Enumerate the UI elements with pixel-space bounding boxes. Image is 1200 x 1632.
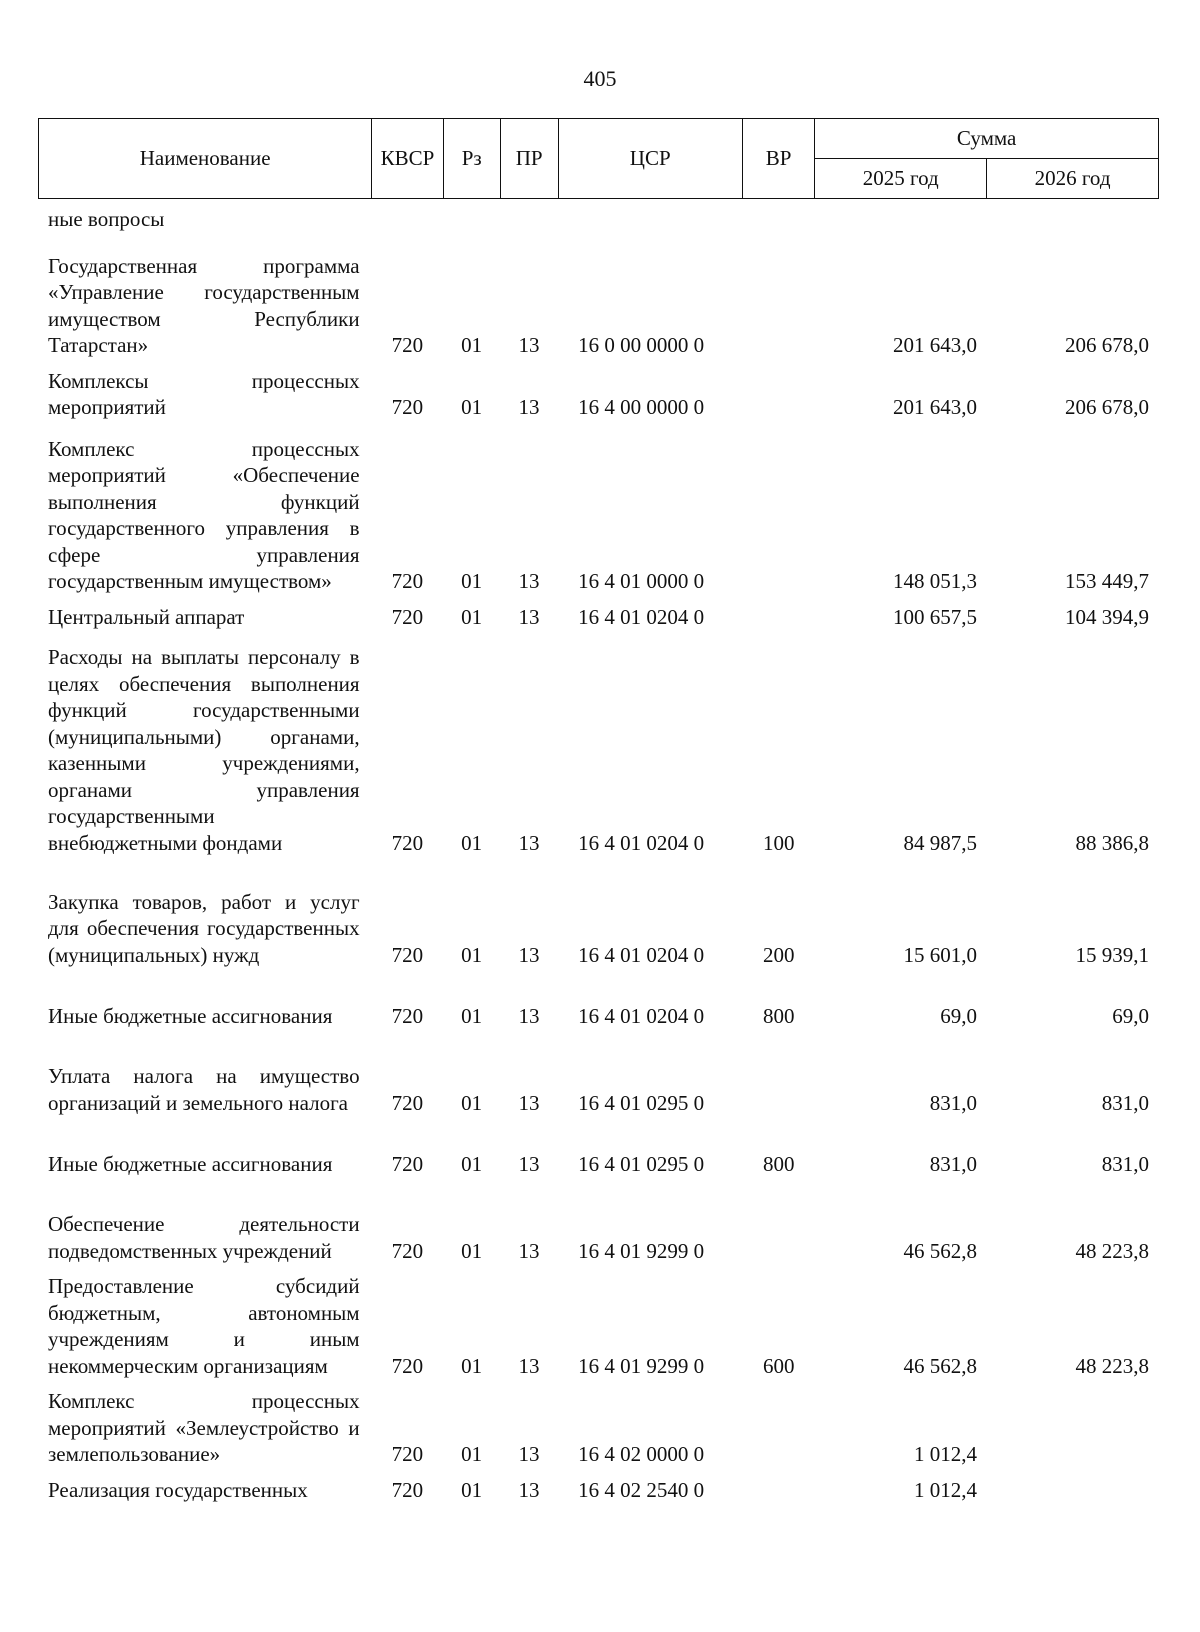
row-pr: 13 [518, 1477, 540, 1502]
row-amount-2026: 48 223,8 [1075, 1238, 1149, 1263]
row-amount-2025: 148 051,3 [892, 569, 977, 593]
row-amount-2026: 104 394,9 [1065, 604, 1149, 629]
row-pr: 13 [518, 333, 540, 357]
row-amount-2026: 831,0 [1101, 1090, 1149, 1115]
row-csr: 16 4 02 0000 0 [578, 1442, 705, 1466]
row-name: Центральный аппарат [48, 604, 245, 629]
row-rz: 01 [461, 1090, 483, 1115]
row-kvsr: 720 [391, 830, 424, 855]
table-row [38, 1125, 1159, 1186]
row-vr [742, 1388, 815, 1477]
row-rz: 01 [461, 1353, 483, 1378]
row-rz: 01 [461, 1003, 483, 1028]
table-row [38, 430, 1159, 604]
row-vr: 800 [762, 1151, 795, 1176]
table-row [38, 1273, 1159, 1388]
row-amount-2026: 831,0 [1101, 1151, 1149, 1176]
table-row [38, 639, 1159, 865]
row-rz: 01 [461, 395, 483, 419]
row-kvsr: 720 [391, 1238, 424, 1263]
row-amount-2025: 84 987,5 [903, 830, 977, 855]
row-vr [742, 1186, 815, 1273]
row-vr: 100 [762, 830, 795, 855]
row-rz: 01 [461, 569, 483, 593]
row-kvsr [372, 206, 443, 242]
header-kvsr: КВСР [372, 119, 443, 199]
row-csr: 16 4 01 9299 0 [578, 1238, 705, 1263]
row-rz: 01 [461, 1442, 483, 1466]
row-kvsr: 720 [391, 1151, 424, 1176]
row-pr: 13 [518, 1238, 540, 1263]
table-row [38, 604, 1159, 640]
row-pr: 13 [518, 395, 540, 419]
row-kvsr: 720 [391, 604, 424, 629]
row-vr: 600 [762, 1353, 795, 1378]
row-amount-2026 [987, 1388, 1159, 1477]
row-csr: 16 4 01 9299 0 [578, 1353, 705, 1378]
row-vr [742, 430, 815, 604]
row-kvsr: 720 [391, 1353, 424, 1378]
header-year-2025: 2025 год [815, 159, 987, 199]
table-row [38, 242, 1159, 368]
row-vr [742, 242, 815, 368]
row-rz: 01 [461, 604, 483, 629]
row-vr [742, 368, 815, 430]
row-csr: 16 4 01 0204 0 [578, 1003, 705, 1028]
table-row [38, 865, 1159, 977]
row-pr: 13 [518, 1353, 540, 1378]
row-vr [742, 1038, 815, 1125]
row-csr: 16 4 02 2540 0 [578, 1477, 705, 1502]
row-pr: 13 [518, 830, 540, 855]
row-csr: 16 4 00 0000 0 [578, 395, 705, 419]
row-pr: 13 [518, 942, 540, 967]
row-name: Уплата налога на имущество организаций и земельного налога [48, 1064, 360, 1115]
row-kvsr: 720 [391, 1477, 424, 1502]
row-kvsr: 720 [391, 1090, 424, 1115]
row-amount-2025: 46 562,8 [903, 1238, 977, 1263]
row-amount-2025: 100 657,5 [892, 604, 977, 629]
row-rz: 01 [461, 1238, 483, 1263]
row-rz: 01 [461, 942, 483, 967]
table-header [38, 118, 1159, 199]
row-vr: 800 [762, 1003, 795, 1028]
row-rz: 01 [461, 830, 483, 855]
row-csr [558, 206, 742, 242]
header-rz: Рз [443, 119, 500, 199]
row-amount-2026: 69,0 [1112, 1003, 1149, 1028]
row-csr: 16 4 01 0295 0 [578, 1151, 705, 1176]
row-amount-2026: 153 449,7 [1065, 569, 1149, 593]
row-amount-2025 [815, 206, 987, 242]
row-name: Обеспечение деятельности подведомственных учреждений [48, 1212, 360, 1263]
row-amount-2025: 15 601,0 [903, 942, 977, 967]
page-number: 405 [583, 66, 617, 91]
row-rz: 01 [461, 333, 483, 357]
row-name: Иные бюджетные ассигнования [48, 1003, 333, 1028]
row-rz: 01 [461, 1151, 483, 1176]
table-row [38, 206, 1159, 242]
row-name: Государственная программа «Управление государственным имуществом Республики Татарстан» [48, 253, 360, 357]
table-row [38, 1038, 1159, 1125]
header-vr: ВР [742, 119, 814, 199]
row-amount-2026 [987, 206, 1159, 242]
row-rz: 01 [461, 1477, 483, 1502]
row-amount-2025: 46 562,8 [903, 1353, 977, 1378]
row-pr: 13 [518, 569, 540, 593]
row-csr: 16 0 00 0000 0 [578, 333, 705, 357]
row-name: Комплексы процессных мероприятий [48, 368, 360, 419]
table-row [38, 1388, 1159, 1477]
row-name: Комплекс процессных мероприятий «Обеспечение выполнения функций государственного управления в сфере управления государственным имуществом» [48, 436, 360, 593]
row-amount-2025: 1 012,4 [913, 1477, 977, 1502]
row-csr: 16 4 01 0000 0 [578, 569, 705, 593]
row-rz [443, 206, 500, 242]
row-name: Расходы на выплаты персоналу в целях обеспечения выполнения функций государственными (муниципальными) органами, казенными учреждениями, органами управления государственными внебюджетными фондами [48, 645, 360, 855]
budget-table-body [38, 206, 1159, 1527]
header-year-2026: 2026 год [987, 159, 1159, 199]
header-pr: ПР [500, 119, 558, 199]
row-pr: 13 [518, 1003, 540, 1028]
row-pr [500, 206, 558, 242]
row-pr: 13 [518, 1442, 540, 1466]
row-amount-2025: 831,0 [929, 1090, 977, 1115]
row-amount-2026: 88 386,8 [1075, 830, 1149, 855]
row-amount-2026: 48 223,8 [1075, 1353, 1149, 1378]
row-kvsr: 720 [391, 395, 424, 419]
row-vr [742, 1477, 815, 1527]
row-csr: 16 4 01 0204 0 [578, 942, 705, 967]
row-amount-2026: 15 939,1 [1075, 942, 1149, 967]
row-kvsr: 720 [391, 1442, 424, 1466]
row-csr: 16 4 01 0295 0 [578, 1090, 705, 1115]
row-pr: 13 [518, 604, 540, 629]
row-kvsr: 720 [391, 942, 424, 967]
row-kvsr: 720 [391, 1003, 424, 1028]
row-name: ные вопросы [48, 207, 165, 231]
row-amount-2026: 206 678,0 [1065, 395, 1149, 419]
row-kvsr: 720 [391, 569, 424, 593]
table-row [38, 368, 1159, 430]
table-row [38, 1477, 1159, 1527]
row-amount-2025: 69,0 [940, 1003, 977, 1028]
row-amount-2026: 206 678,0 [1065, 333, 1149, 357]
header-name: Наименование [39, 119, 372, 199]
row-pr: 13 [518, 1151, 540, 1176]
row-vr: 200 [762, 942, 795, 967]
table-row [38, 977, 1159, 1038]
header-csr: ЦСР [558, 119, 742, 199]
row-csr: 16 4 01 0204 0 [578, 830, 705, 855]
row-name: Закупка товаров, работ и услуг для обеспечения государственных (муниципальных) нужд [48, 889, 360, 967]
row-name: Предоставление субсидий бюджетным, автономным учреждениям и иным некоммерческим организациям [48, 1274, 360, 1378]
row-pr: 13 [518, 1090, 540, 1115]
row-amount-2025: 831,0 [929, 1151, 977, 1176]
row-vr [742, 206, 815, 242]
row-vr [742, 604, 815, 640]
row-csr: 16 4 01 0204 0 [578, 604, 705, 629]
row-amount-2025: 201 643,0 [892, 333, 977, 357]
row-name: Иные бюджетные ассигнования [48, 1151, 333, 1176]
header-sum: Сумма [815, 119, 1159, 159]
table-row [38, 1186, 1159, 1273]
row-amount-2026 [987, 1477, 1159, 1527]
row-name: Реализация государственных [48, 1477, 308, 1502]
row-name: Комплекс процессных мероприятий «Землеустройство и землепользование» [48, 1389, 360, 1466]
row-amount-2025: 1 012,4 [913, 1442, 977, 1466]
row-kvsr: 720 [391, 333, 424, 357]
row-amount-2025: 201 643,0 [892, 395, 977, 419]
